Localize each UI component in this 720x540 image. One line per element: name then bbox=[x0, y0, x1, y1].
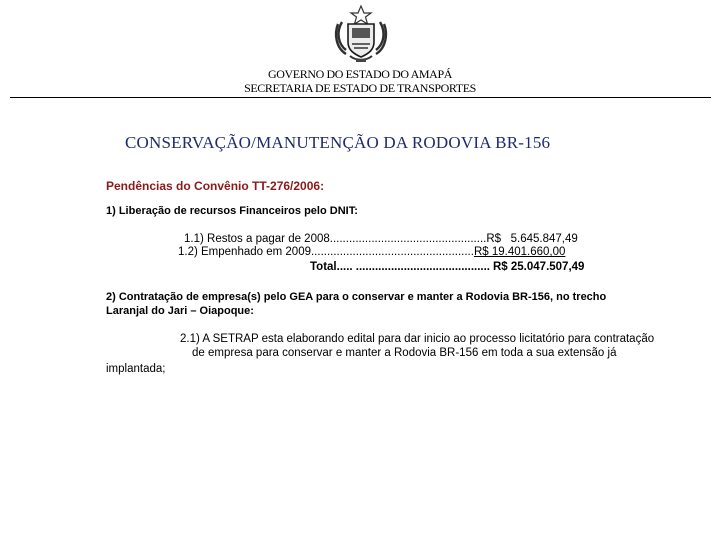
item-1-heading: 1) Liberação de recursos Financeiros pelo DNIT: bbox=[106, 205, 358, 217]
state-coat-of-arms-icon bbox=[330, 4, 392, 64]
row-value: R$ 19.401.660,00 bbox=[473, 246, 566, 258]
row-value: R$ 25.047.507,49 bbox=[493, 261, 585, 273]
row-label: Total bbox=[310, 261, 337, 273]
government-name: GOVERNO DO ESTADO DO AMAPÁ bbox=[268, 67, 452, 81]
item-2-1-line3: implantada; bbox=[106, 363, 166, 375]
item-2-heading-line2: Laranjal do Jari – Oiapoque: bbox=[106, 305, 254, 317]
pendencias-heading: Pendências do Convênio TT-276/2006: bbox=[106, 179, 325, 193]
header-divider bbox=[10, 97, 711, 98]
total-row bbox=[310, 261, 584, 273]
restos-a-pagar-row bbox=[184, 233, 578, 245]
row-label: 1.2) Empenhado em 2009 bbox=[178, 246, 311, 258]
item-2-heading-line1: 2) Contratação de empresa(s) pelo GEA para o conservar e manter a Rodovia BR-156, no trecho bbox=[106, 291, 607, 303]
item-2-1-line1: 2.1) A SETRAP esta elaborando edital para dar inicio ao processo licitatório para contratação bbox=[180, 333, 655, 345]
page-title: CONSERVAÇÃO/MANUTENÇÃO DA RODOVIA BR-156 bbox=[125, 133, 551, 152]
secretariat-name: SECRETARIA DE ESTADO DE TRANSPORTES bbox=[244, 81, 476, 95]
row-label: 1.1) Restos a pagar de 2008 bbox=[184, 233, 330, 245]
row-leader-dots: ................................................. bbox=[329, 233, 487, 245]
row-leader-dots: ..... .......................................... bbox=[336, 261, 490, 273]
item-2-1-line2: de empresa para conservar e manter a Rodovia BR-156 em toda a sua extensão já bbox=[192, 347, 617, 359]
empenhado-row bbox=[178, 246, 565, 258]
row-value: R$ 5.645.847,49 bbox=[486, 233, 578, 245]
row-leader-dots: ................................................... bbox=[310, 246, 474, 258]
